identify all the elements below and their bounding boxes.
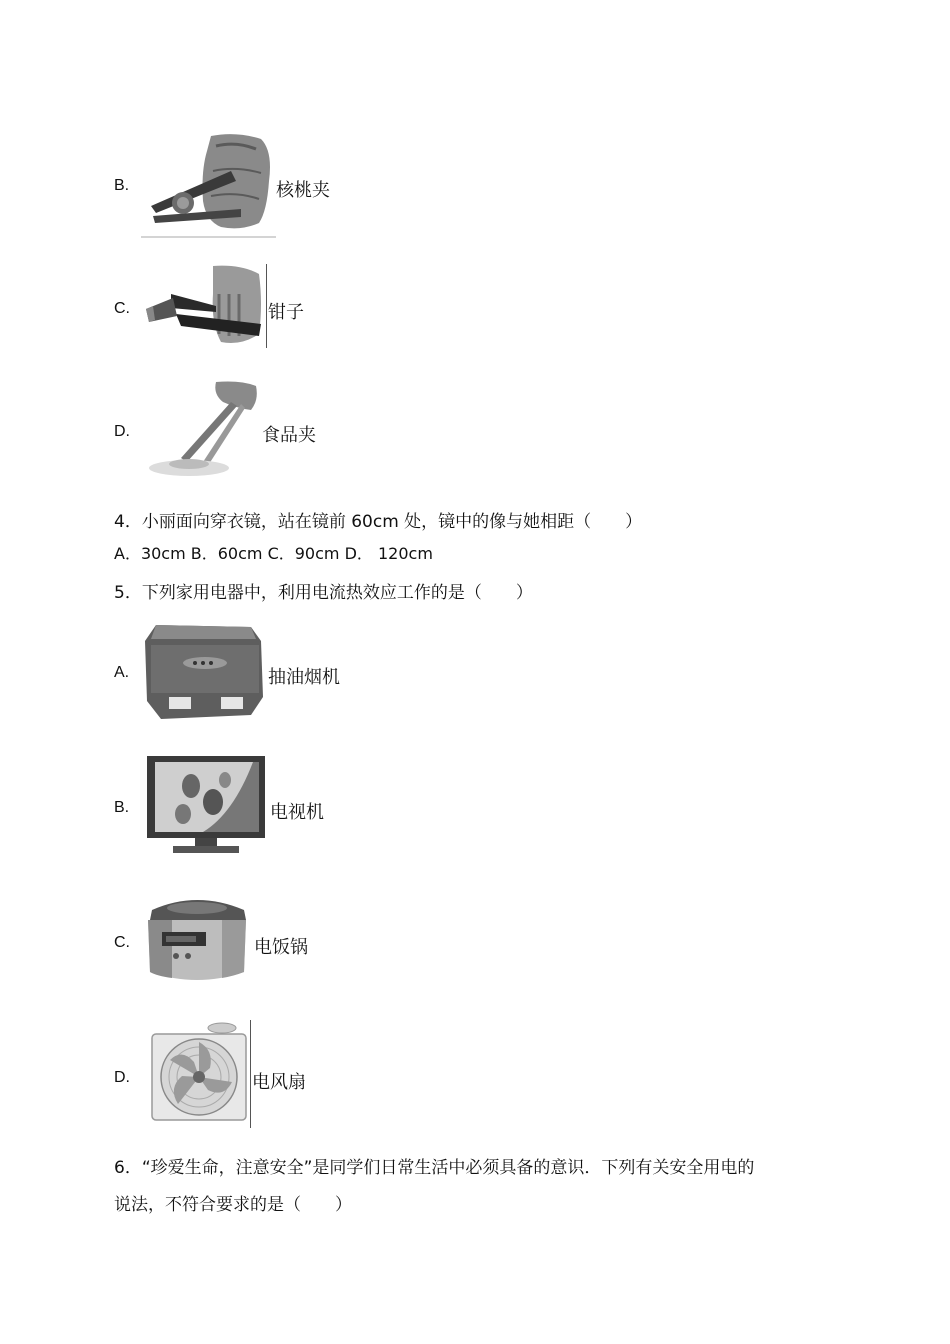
q3-option-d-letter: D. [114, 423, 130, 440]
q3-option-c-divider [266, 264, 267, 348]
q5-option-d-caption: 电风扇 [252, 1072, 306, 1093]
q5-option-c-caption: 电饭锅 [254, 937, 308, 958]
q5-option-b-letter: B. [114, 799, 130, 816]
question-5-stem: 5．下列家用电器中，利用电流热效应工作的是（ ） [114, 583, 533, 603]
q3-option-c-letter: C. [114, 300, 130, 317]
q3-option-d-caption: 食品夹 [262, 425, 316, 446]
q3-option-c-caption: 钳子 [268, 302, 304, 323]
food-tongs-image [141, 380, 261, 480]
electric-fan-image [148, 1020, 250, 1128]
q5-option-a-letter: A. [114, 664, 130, 681]
nutcracker-image [141, 131, 276, 239]
q3-option-b-letter: B. [114, 177, 130, 194]
range-hood-image [141, 621, 266, 721]
q3-option-b-caption: 核桃夹 [276, 180, 330, 201]
q5-option-d-divider [250, 1020, 251, 1128]
q5-option-d-letter: D. [114, 1069, 130, 1086]
q5-option-a-caption: 抽油烟机 [268, 667, 340, 688]
q5-option-b-caption: 电视机 [270, 802, 324, 823]
question-6-line-2: 说法，不符合要求的是（ ） [114, 1195, 352, 1215]
rice-cooker-image [142, 890, 252, 990]
question-4-stem: 4．小丽面向穿衣镜，站在镜前 60cm 处，镜中的像与她相距（ ） [114, 512, 643, 532]
question-4-choices: A．30cm B．60cm C．90cm D． 120cm [114, 544, 433, 563]
q5-option-c-letter: C. [114, 934, 130, 951]
television-image [143, 754, 268, 859]
pliers-image [141, 264, 266, 348]
question-6-line-1: 6．“珍爱生命，注意安全”是同学们日常生活中必须具备的意识．下列有关安全用电的 [114, 1158, 755, 1178]
